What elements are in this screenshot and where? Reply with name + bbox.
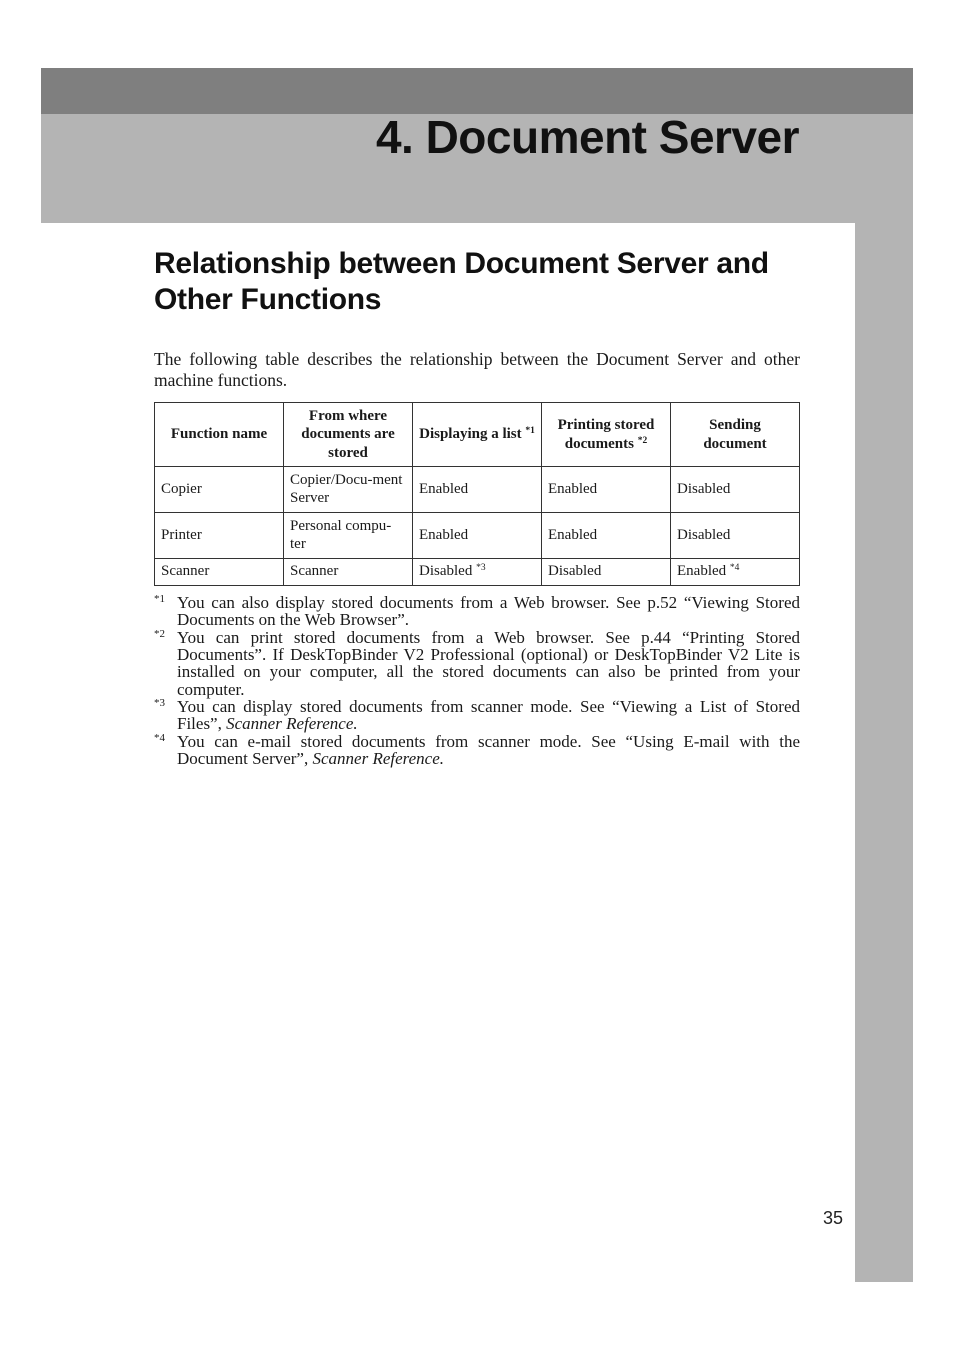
footnote-mark: *4 [154, 732, 165, 745]
page-number: 35 [823, 1208, 844, 1228]
header-label: Function name [170, 426, 268, 443]
footnote [154, 629, 800, 698]
footnote [154, 733, 800, 767]
header-label: Printing stored documents [557, 417, 655, 452]
side-thumb-tab [855, 223, 913, 1282]
table-cell: Copier/Docu-ment Server [284, 467, 413, 513]
table-cell: Scanner [284, 559, 413, 586]
footnotes [154, 594, 800, 768]
footnote-reference-title: Scanner Reference. [312, 749, 445, 769]
table-cell: Disabled [542, 559, 671, 586]
header-label: From where documents are stored [301, 407, 395, 461]
table-cell: Enabled [413, 513, 542, 559]
header-label: Sending document [703, 417, 767, 452]
table-cell: Scanner [155, 559, 284, 586]
table-cell [671, 559, 800, 586]
table-cell [413, 559, 542, 586]
footnote-mark: *1 [154, 593, 165, 605]
table-header-cell [671, 403, 800, 467]
table-cell: Copier [155, 467, 284, 513]
table-cell: Printer [155, 513, 284, 559]
relationship-table [154, 402, 800, 586]
footnote-text: You can print stored documents from a Web browser. See p.44 “Printing Stored Documents”. If DeskTopBinder V2 Professional (optional) or DeskTopBinder V2 Lite is installed on your computer, all the stored documents can also be printed from your computer. [177, 627, 800, 699]
table-row [155, 559, 800, 586]
table-header-cell [542, 403, 671, 467]
table-cell: Enabled [542, 467, 671, 513]
footnote-mark: *2 [154, 627, 165, 640]
cell-text: Enabled [677, 563, 727, 580]
table-header-cell [284, 403, 413, 467]
table-row [155, 467, 800, 513]
table-cell: Enabled [413, 467, 542, 513]
footnote [154, 698, 800, 732]
chapter-header-band-dark [41, 68, 913, 114]
footnote [154, 594, 800, 628]
table-cell: Personal compu-ter [284, 513, 413, 559]
footnote-text: You can also display stored documents from a Web browser. See p.52 “Viewing Stored Documents on the Web Browser”. [177, 593, 800, 630]
footnote-text: You can display stored documents from scanner mode. See “Viewing a List of Stored Files”, [177, 697, 800, 734]
section-title: Relationship between Document Server and Other Functions [154, 247, 769, 316]
intro-paragraph: The following table describes the relationship between the Document Server and other machine functions. [154, 349, 800, 390]
footnote-reference-title: Scanner Reference. [226, 714, 358, 734]
table-header-cell [155, 403, 284, 467]
table-row [155, 513, 800, 559]
footnote-ref: *2 [637, 435, 648, 446]
chapter-title: 4. Document Server [375, 111, 799, 163]
table-cell: Enabled [542, 513, 671, 559]
footnote-mark: *3 [154, 697, 165, 710]
cell-text: Disabled [419, 563, 473, 580]
footnote-ref: *3 [476, 563, 486, 574]
table-header-row [155, 403, 800, 467]
footnote-ref: *1 [525, 426, 535, 437]
header-label: Displaying a list [419, 426, 522, 443]
table-header-cell [413, 403, 542, 467]
footnote-ref: *4 [729, 563, 740, 574]
table-cell: Disabled [671, 513, 800, 559]
table-cell: Disabled [671, 467, 800, 513]
footnote-text: You can e-mail stored documents from scanner mode. See “Using E-mail with the Document Server”, [177, 732, 800, 769]
